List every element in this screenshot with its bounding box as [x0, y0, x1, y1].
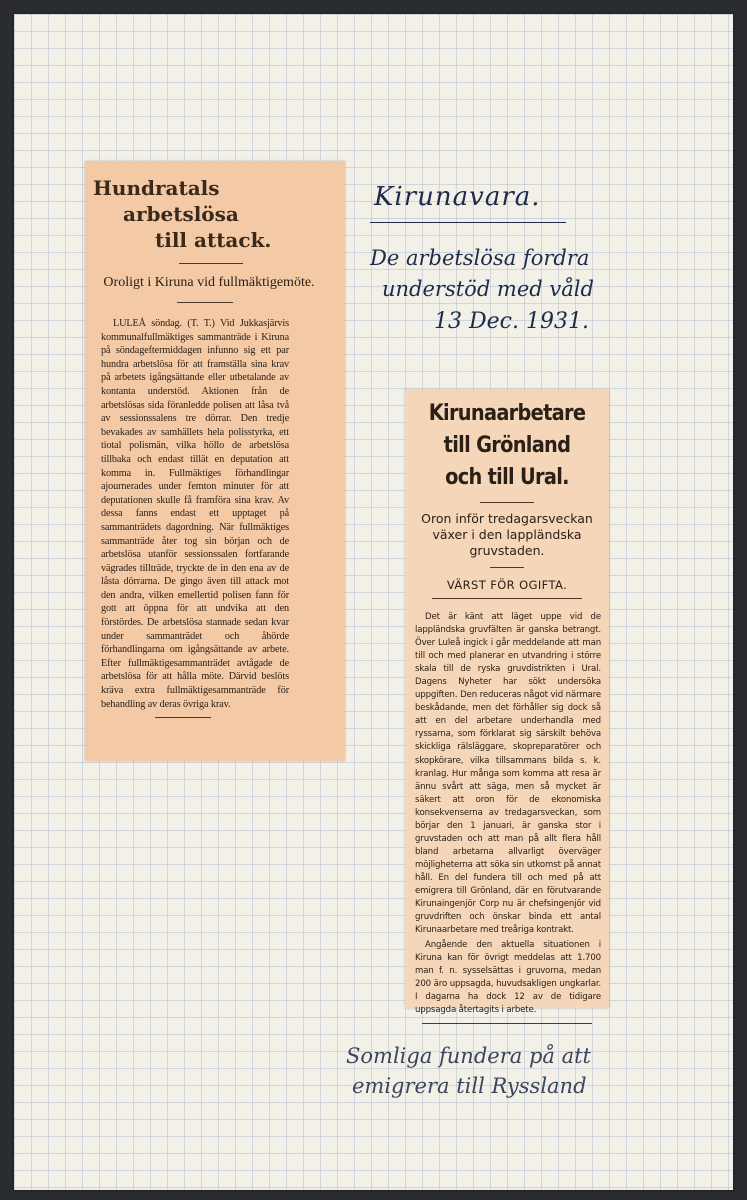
divider	[155, 717, 211, 718]
clipping-paragraph-2: Angående den aktuella situationen i Kiruna kan för övrigt meddelas att 1.700 man f. n. sysselsättas i gruvorna, medan 200 äro uppsagda, huvudsakligen ungkarlar. I dagarna ha dock 12 av de tidigare uppsagda återtagits i arbete.	[415, 940, 601, 1016]
handwritten-caption-line-1: De arbetslösa fordra	[370, 246, 590, 270]
handwritten-caption-line-2: understöd med våld	[382, 277, 594, 301]
handwritten-note-line-2: emigrera till Ryssland	[352, 1074, 587, 1098]
divider	[179, 263, 243, 264]
divider	[480, 502, 534, 503]
divider	[422, 1023, 592, 1024]
headline-line-2: till Grönland	[443, 433, 571, 458]
divider	[432, 598, 582, 599]
clipping-body	[415, 611, 601, 1017]
divider	[177, 302, 233, 303]
newspaper-clipping-kiruna-workers	[405, 390, 609, 1016]
clipping-subheadline: Oron inför tredagarsveckan växer i den lappländska gruvstaden.	[421, 511, 593, 558]
clipping-paragraph-1: Det är känt att läget uppe vid de lappländska gruvfälten är ganska betrangt. Över Luleå ingick i går meddelande att man till och med planerar en utvandring i större skala till de ryska gruvdistrikten i Ural. Dagens Nyheter har sökt undersöka uppgiften. Den reduceras något vid närmare beskådande, men det förhåller sig dock så att en del arbetare underhandla med ryssarna, som förklarat sig särskilt behöva skickliga rälsläggare, skopreparatörer och skopkörare, vilka tillsammans bilda s. k. kranlag. Hur många som komma att resa är ännu svårt att säga, men så mycket är säkert att oron för de ekonomiska konsekvenserna av tredagarsveckan, som börjar den 1 januari, är ganska stor i gruvstaden och att man på allt flera håll bland arbetarna allvarligt överväger möjligheterna att söka sin utkomst på annat håll. En del fundera till och med på att emigrera till Grönland, där en förutvarande Kirunaingenjör Corp nu är chefsingenjör vid gruvdriften och önskar binda ett antal Kirunaarbetare med treåriga kontrakt.	[415, 612, 601, 936]
headline-line-3: till attack.	[155, 228, 272, 252]
clipping-body	[101, 317, 289, 711]
notebook-page	[14, 14, 733, 1190]
clipping-headline	[93, 175, 293, 253]
clipping-body-text: LULEÅ söndag. (T. T.) Vid Jukkasjärvis kommunalfullmäktiges sammanträde i Kiruna på söndageftermiddagen infunno sig ett par hundra arbetslösa för att framställa sina krav på arbetets igångsättande eller utbetalande av kontanta understöd. Aktionen från de arbetslösas sida föranledde polisen att låsa två av sessionssalens tre dörrar. Den tredje bevakades av samhällets hela polisstyrka, ett tiotal polismän, vilka höllo de arbetslösa tillbaka och endast tillät en deputation att komma in. Fullmäktiges förhandlingar ajournerades under femton minuter för att deputationen skulle få framföra sina krav. Av dessa fanns endast ett upptaget på sammanträdets dagordning. När fullmäktiges sammanträde åter tog sin början och de arbetslösa utanför sessionssalen fortfarande vägrades tillträde, tryckte de in den ena av de låsta dörrarna. De gingo även till attack mot den andra, vilken emellertid polisen fann för gott att öppna för att undvika att den förstördes. De arbetslösa stannade sedan kvar under sammanträdet och åhörde förhandlingarna om igångsättande av arbete. Efter fullmäktigesammanträdet avtågade de arbetslösa för att hålla möte. Därvid beslöts kräva extra fullmäktigesammanträde för behandling av deras övriga krav.	[101, 318, 289, 710]
headline-line-1: Kirunaarbetare	[428, 401, 586, 426]
divider	[490, 567, 524, 568]
clipping-subheadline: Oroligt i Kiruna vid fullmäktigemöte.	[103, 275, 315, 290]
handwritten-date: 13 Dec. 1931.	[434, 309, 589, 334]
handwritten-underline	[370, 222, 566, 223]
handwritten-note-line-1: Somliga fundera på att	[346, 1044, 591, 1068]
headline-line-1: Hundratals	[93, 176, 220, 200]
handwritten-title: Kirunavara.	[374, 182, 541, 212]
section-heading: VÄRST FÖR OGIFTA.	[446, 578, 568, 592]
clipping-headline	[423, 398, 592, 494]
headline-line-3: och till Ural.	[445, 465, 569, 490]
newspaper-clipping-unemployed-attack	[85, 161, 345, 761]
headline-line-2: arbetslösa	[123, 202, 239, 226]
